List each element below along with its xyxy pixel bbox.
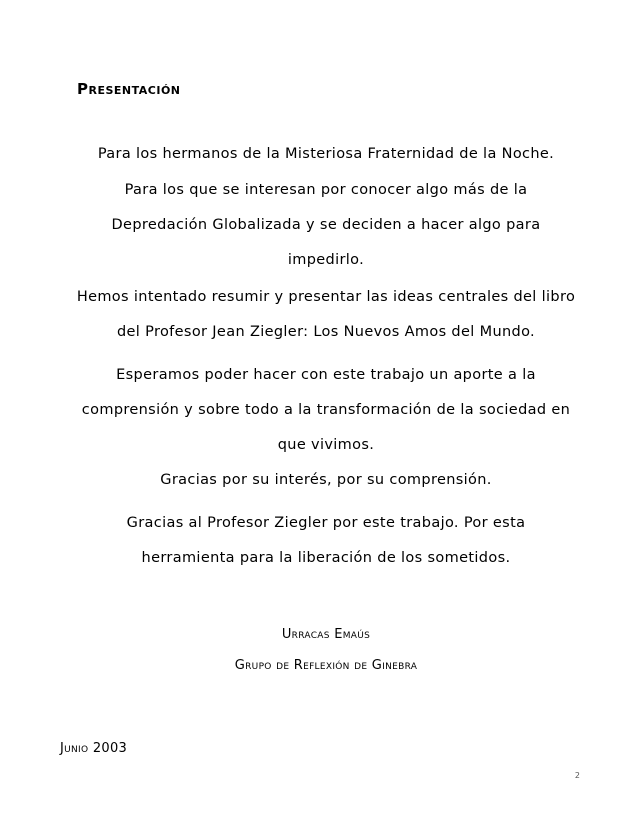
document-date: Junio 2003	[60, 741, 128, 756]
signature-group: Grupo de Reflexión de Ginebra	[234, 658, 418, 673]
summary-paragraph: Hemos intentado resumir y presentar las ideas centrales del libro del Profesor Jean Ziegler: Los Nuevos Amos del Mundo.	[76, 289, 576, 340]
page-number: 2	[574, 771, 580, 780]
thanks-paragraph: Gracias por su interés, por su comprensión.	[160, 472, 492, 488]
signature-name: Urracas Emaús	[281, 627, 371, 642]
dedication-paragraph: Para los hermanos de la Misteriosa Fraternidad de la Noche.	[97, 146, 555, 162]
purpose-paragraph: Esperamos poder hacer con este trabajo un aporte a la comprensión y sobre todo a la transformación de la sociedad en que vivimos.	[81, 367, 571, 453]
acknowledgement-paragraph: Gracias al Profesor Ziegler por este trabajo. Por esta herramienta para la liberación de los sometidos.	[126, 515, 526, 566]
intro-paragraph: Para los que se interesan por conocer algo más de la Depredación Globalizada y se deciden a hacer algo para impedirlo.	[111, 182, 541, 268]
section-title: Presentación	[77, 80, 181, 98]
